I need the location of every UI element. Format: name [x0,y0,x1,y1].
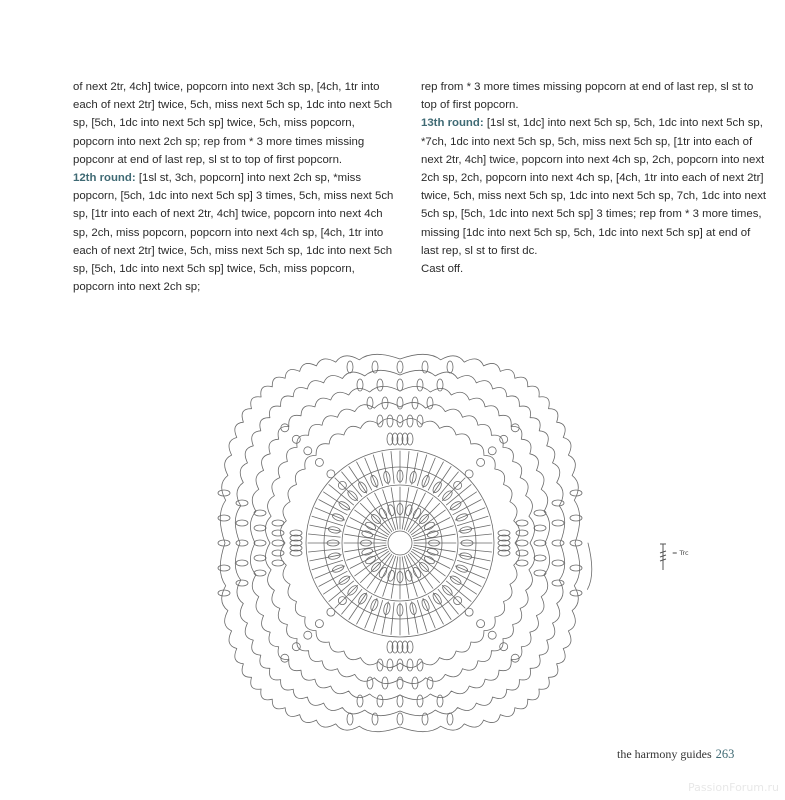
round-13-text: [1sl st, 1dc] into next 5ch sp, 5ch, 1dc into next 5ch sp, *7ch, 1dc into next 5ch sp, 5ch, miss next 5ch sp, [1tr into each of next 2tr, 4ch] twice, popcorn into next 4ch sp, 2ch, popcorn into next 2ch sp, 2ch, popcorn into next 4ch sp, [4ch, 1tr into each of next 2tr] twice, 5ch, miss next 5ch sp, 1dc into next 5ch sp, 7ch, 1dc into next 5ch sp, [5ch, 1dc into next 5ch sp] 3 times; rep from * 3 more times, missing [1dc into next 5ch sp, 5ch, 1dc into next 5ch sp] at end of last rep, sl st to first dc. [421,117,767,257]
instruction-paragraph: of next 2tr, 4ch] twice, popcorn into next 3ch sp, [4ch, 1tr into each of next 2tr] twice, 5ch, miss next 5ch sp, 1dc into next 5ch sp, [5ch, 1dc into next 5ch sp] twice, 5ch, miss popcorn, popcorn into next 2ch sp; rep from * 3 more times missing popconr at end of last rep, sl st to top of first popcorn. [73,81,393,166]
page-footer [617,747,734,762]
watermark: PassionForum.ru [688,781,779,794]
page-number: 263 [715,747,735,761]
round-13-title: 13th round: [421,117,484,130]
round-13-paragraph [421,114,769,260]
round-12-title: 12th round: [73,172,136,185]
key-label: = Trc [672,549,689,557]
instruction-paragraph: rep from * 3 more times missing popcorn at end of last rep, sl st to top of first popcorn. [421,81,754,112]
round-12-paragraph [73,169,398,296]
cast-off-text: Cast off. [421,263,464,276]
right-text-column [421,78,769,278]
left-text-column [73,78,398,296]
crochet-chart-diagram [205,337,595,749]
round-12-text: [1sl st, 3ch, popcorn] into next 2ch sp, *miss popcorn, [5ch, 1dc into next 5ch sp] 3 times, 5ch, miss next 5ch sp, [1tr into each of next 2tr, 4ch] twice, popcorn into next 4ch sp, 2ch, miss popcorn, popcorn into next 4ch sp, [4ch, 1tr into each of next 2tr] twice, 5ch, miss next 5ch sp, 1dc into next 5ch sp, [5ch, 1dc into next 5ch sp] twice, 5ch, miss popcorn, popcorn into next 2ch sp; [73,172,394,294]
book-title: the harmony guides [617,747,712,761]
treble-crochet-symbol-icon [657,541,697,573]
